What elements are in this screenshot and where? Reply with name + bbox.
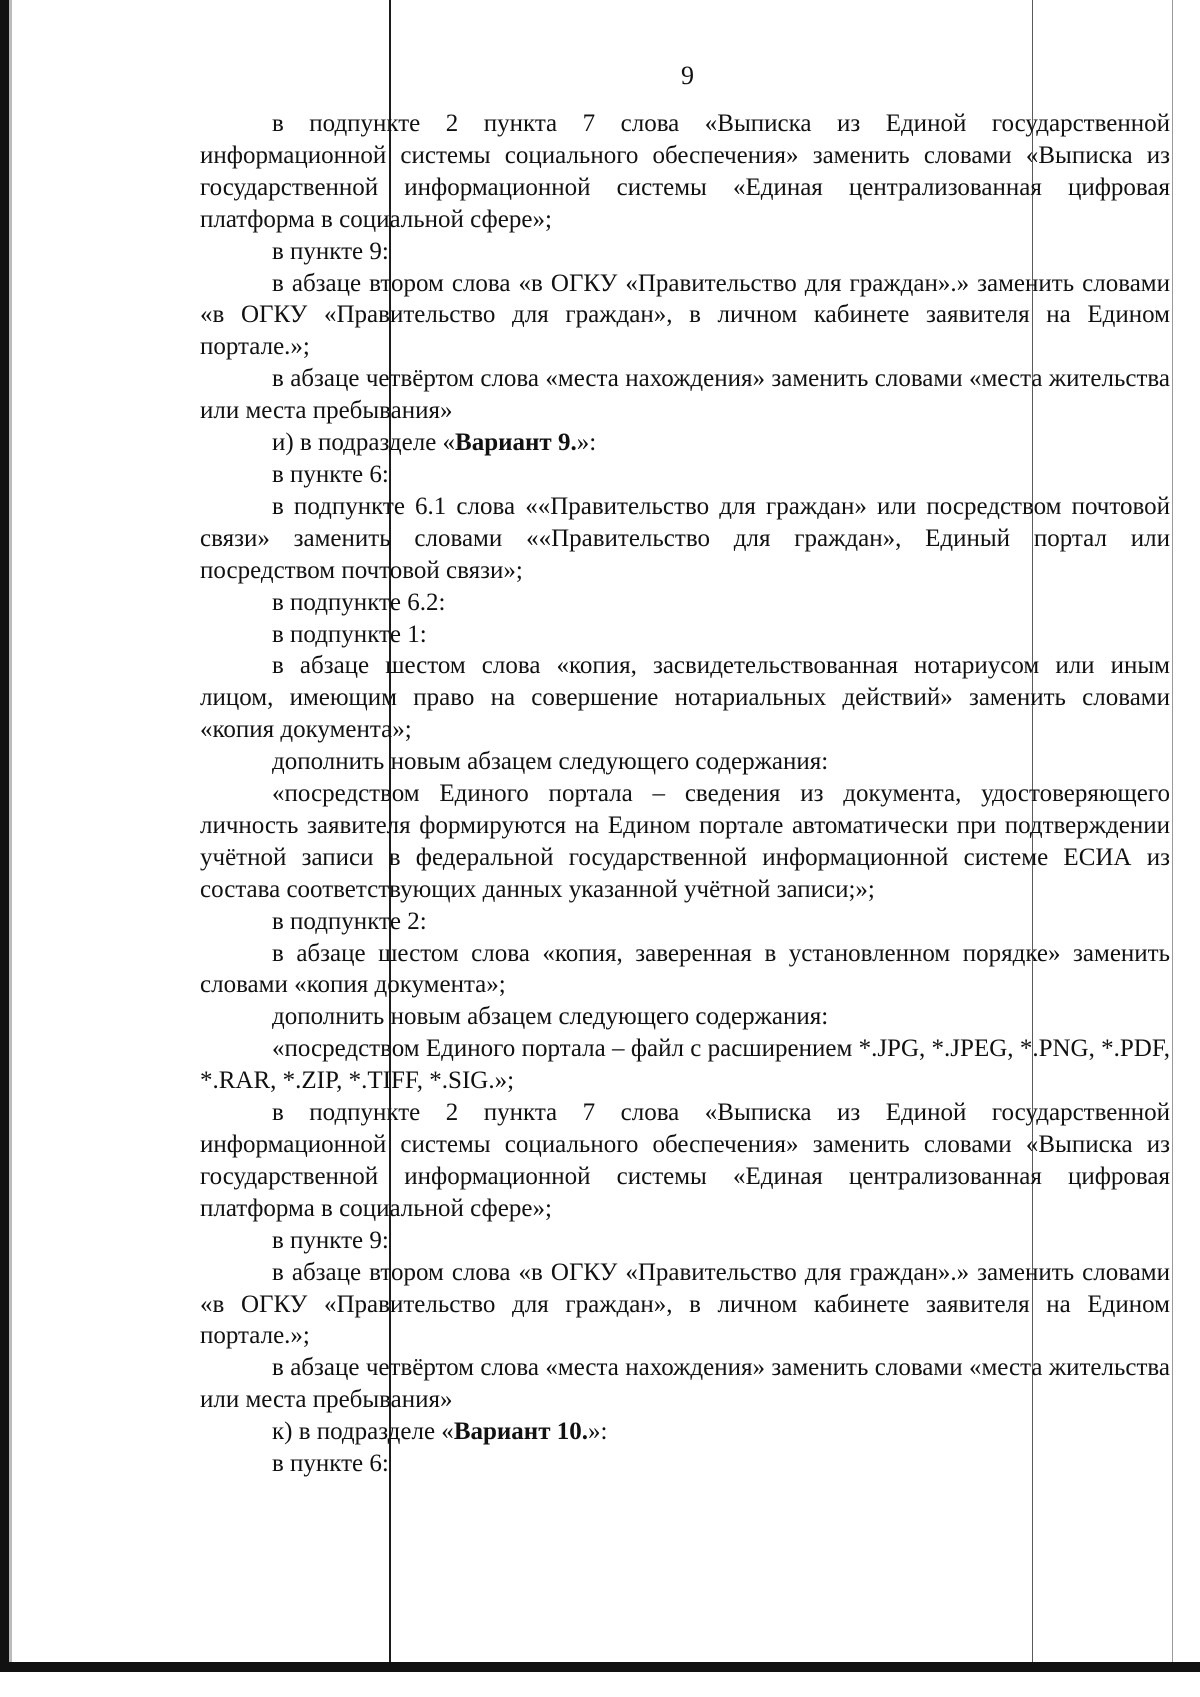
paragraph: в абзаце шестом слова «копия, заверенная в установленном порядке» заменить словами «копия документа»; [200, 939, 1170, 999]
subsection-suffix: »: [576, 429, 597, 457]
paragraph: в подпункте 2 пункта 7 слова «Выписка из Единой государственной информационной системы социального обеспечения» заменить словами «Выписка из государственной информационной системы «Единая централизованная цифровая платформа в социальной сфере»; [200, 1099, 1170, 1222]
subsection-heading [200, 427, 1170, 459]
scan-bottom-edge [0, 1662, 1200, 1672]
paragraph: в абзаце четвёртом слова «места нахождения» заменить словами «места жительства или места пребывания» [200, 365, 1170, 425]
scan-vertical-line [1172, 0, 1173, 1662]
paragraph: в абзаце втором слова «в ОГКУ «Правительство для граждан».» заменить словами «в ОГКУ «Правительство для граждан», в личном кабинете заявителя на Едином портале.»; [200, 269, 1170, 361]
subsection-prefix: и) в подразделе « [272, 429, 456, 457]
scan-bottom-strip [0, 1672, 1200, 1697]
paragraph: в абзаце четвёртом слова «места нахождения» заменить словами «места жительства или места пребывания» [200, 1354, 1170, 1414]
paragraph: в пункте 9: [272, 237, 389, 265]
paragraph: дополнить новым абзацем следующего содержания: [272, 1003, 829, 1031]
variant-title: Вариант 9. [455, 429, 577, 457]
paragraph: в пункте 6: [272, 1450, 389, 1478]
variant-title: Вариант 10. [453, 1418, 588, 1446]
paragraph: «посредством Единого портала – файл с расширением *.JPG, *.JPEG, *.PNG, *.PDF, *.RAR, *.ZIP, *.TIFF, *.SIG.»; [200, 1035, 1170, 1095]
subsection-suffix: »: [587, 1418, 608, 1446]
paragraph: в подпункте 6.2: [272, 588, 446, 616]
paragraph: в абзаце втором слова «в ОГКУ «Правительство для граждан».» заменить словами «в ОГКУ «Правительство для граждан», в личном кабинете заявителя на Едином портале.»; [200, 1258, 1170, 1350]
paragraph: в пункте 6: [272, 460, 389, 488]
paragraph: «посредством Единого портала – сведения из документа, удостоверяющего личность заявителя формируются на Едином портале автоматически при подтверждении учётной записи в федеральной государственной информационной системе ЕСИА из состава соответствующих данных указанной учётной записи;»; [200, 780, 1170, 903]
subsection-prefix: к) в подразделе « [272, 1418, 454, 1446]
scan-left-edge-shadow [9, 0, 12, 1697]
paragraph: в абзаце шестом слова «копия, засвидетельствованная нотариусом или иным лицом, имеющим право на совершение нотариальных действий» заменить словами «копия документа»; [200, 652, 1170, 744]
paragraph: в подпункте 6.1 слова ««Правительство для граждан» или посредством почтовой связи» заменить словами ««Правительство для граждан», Единый портал или посредством почтовой связи»; [200, 492, 1170, 584]
paragraph: в подпункте 1: [272, 620, 427, 648]
paragraph: в подпункте 2: [272, 907, 427, 935]
document-body [200, 108, 1170, 1480]
page-number: 9 [681, 61, 694, 90]
paragraph: в подпункте 2 пункта 7 слова «Выписка из Единой государственной информационной системы социального обеспечения» заменить словами «Выписка из государственной информационной системы «Единая централизованная цифровая платформа в социальной сфере»; [200, 110, 1170, 233]
subsection-heading [200, 1416, 1170, 1448]
scan-left-edge [0, 0, 9, 1697]
paragraph: в пункте 9: [272, 1226, 389, 1254]
paragraph: дополнить новым абзацем следующего содержания: [272, 748, 829, 776]
